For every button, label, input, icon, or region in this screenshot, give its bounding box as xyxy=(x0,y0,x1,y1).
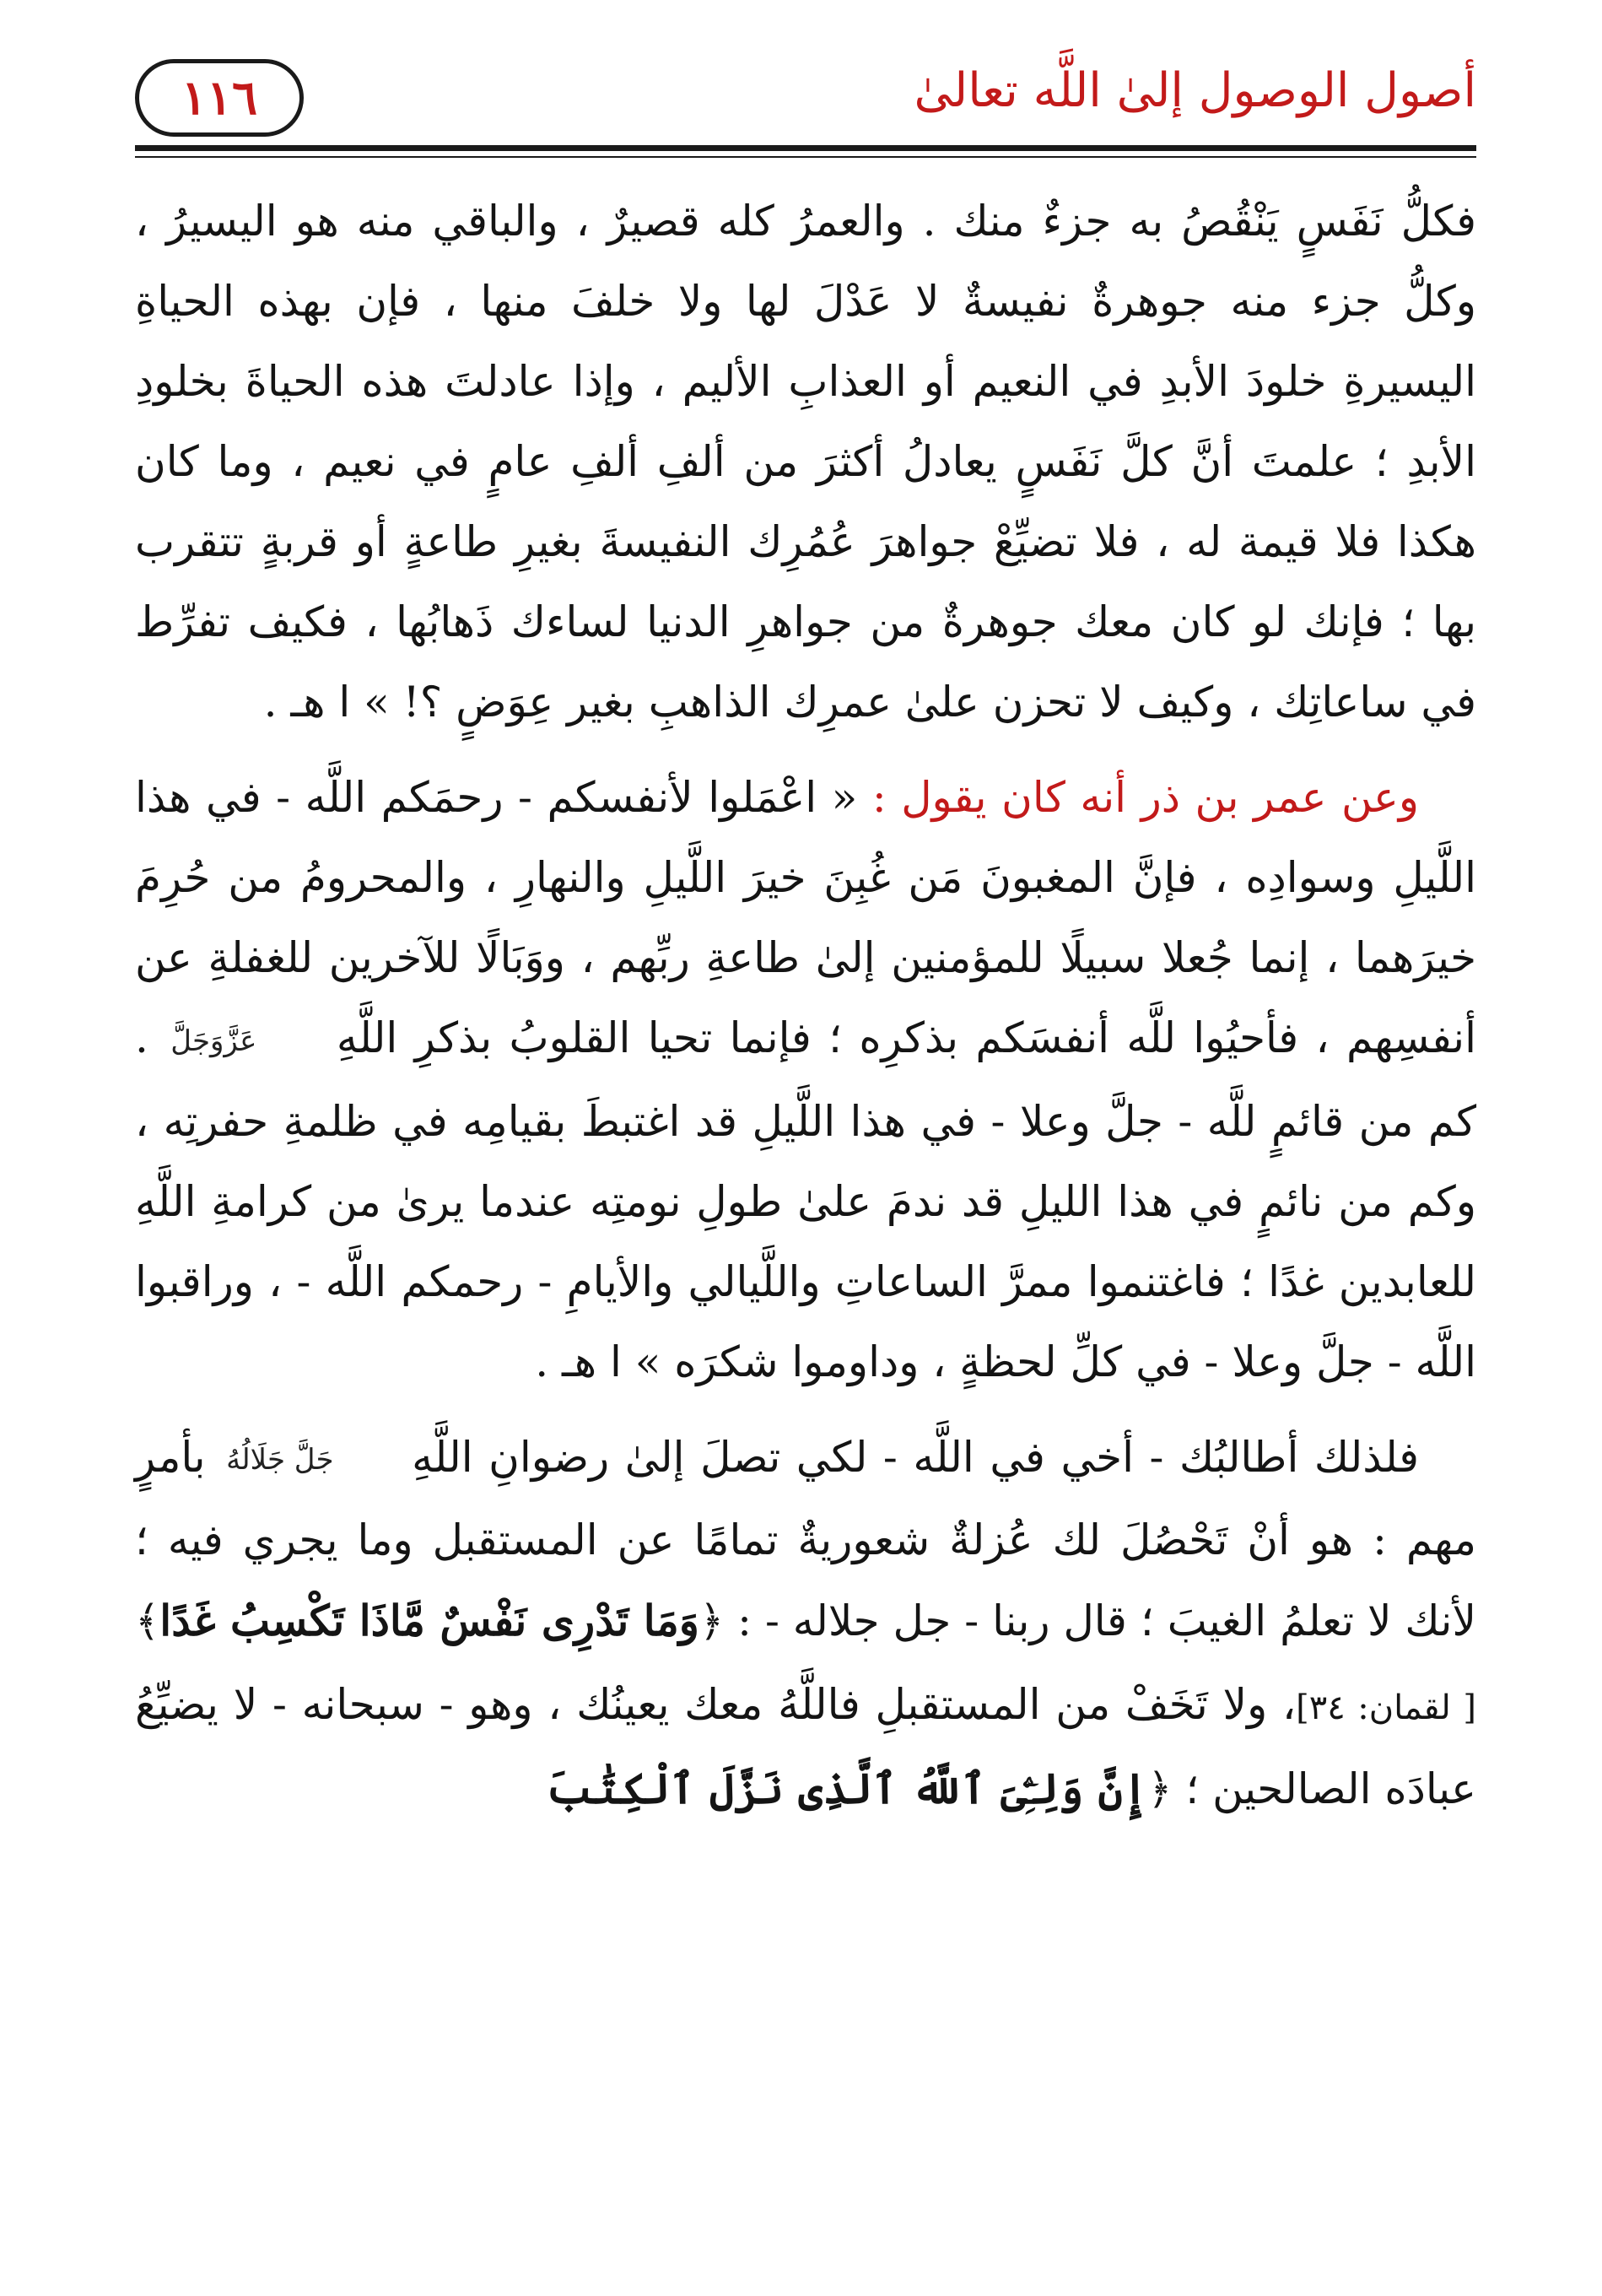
paragraph-2-quote-b: . كم من قائمٍ للَّه - جلَّ وعلا - في هذا اللَّيلِ قد اغتبطَ بقيامِه في ظلمةِ حفرتِه ، وكم من نائمٍ في هذا الليلِ قد ندمَ علىٰ طولِ نومتِه عندما يرىٰ من كرامةِ اللَّهِ للعابدين غدًا ؛ فاغتنموا ممرَّ الساعاتِ واللَّيالي والأيامِ - رحمكم اللَّه - ، وراقبوا اللَّه - جلَّ وعلا - في كلِّ لحظةٍ ، وداوموا شكرَه » ا هـ . xyxy=(135,1013,1476,1386)
paragraph-2 xyxy=(135,758,1476,1402)
quran-verse-1-text: وَمَا تَدْرِى نَفْسٌ مَّاذَا تَكْسِبُ غَدًا xyxy=(159,1596,699,1645)
quran-reference: [ لقمان: ٣٤] xyxy=(1296,1688,1476,1727)
paragraph-1 xyxy=(135,181,1476,743)
header-rule-thick xyxy=(135,145,1476,151)
paragraph-3-text-c: ، ولا تَخَفْ من المستقبلِ فاللَّهُ معك يعينُك ، وهو - سبحانه - لا يضيِّعُ عبادَه الصالحين ؛ xyxy=(135,1680,1476,1813)
page-number: ١١٦ xyxy=(181,70,258,126)
paragraph-2-lead: وعن عمر بن ذر أنه كان يقول : xyxy=(871,773,1419,822)
paragraph-1-text: فكلُّ نَفَسٍ يَنْقُصُ به جزءٌ منك . والعمرُ كله قصيرٌ ، والباقي منه هو اليسيرُ ، وكلُّ جزء منه جوهرةٌ نفيسةٌ لا عَدْلَ لها ولا خلفَ منها ، فإن بهذه الحياةِ اليسيرةِ خلودَ الأبدِ في النعيم أو العذابِ الأليم ، وإذا عادلتَ هذه الحياةَ بخلودِ الأبدِ ؛ علمتَ أنَّ كلَّ نَفَسٍ يعادلُ أكثرَ من ألفِ ألفِ عامٍ في نعيم ، وما كان هكذا فلا قيمة له ، فلا تضيِّعْ جواهرَ عُمُرِك النفيسةَ بغيرِ طاعةٍ أو قربةٍ تتقرب بها ؛ فإنك لو كان معك جوهرةٌ من جواهرِ الدنيا لساءك ذَهابُها ، فكيف تفرِّط في ساعاتِك ، وكيف لا تحزن علىٰ عمرِك الذاهبِ بغير عِوَضٍ ؟! » ا هـ . xyxy=(135,197,1476,727)
quran-verse-2-text: إِنَّ وَلِـِّۧىَ ٱللَّهُ ٱلَّذِى نَزَّلَ ٱلْكِتَٰبَ xyxy=(546,1764,1148,1813)
page-header xyxy=(135,51,1476,152)
paragraph-2-quote-a: « اعْمَلوا لأنفسكم - رحمَكم اللَّه - في هذا اللَّيلِ وسوادِه ، فإنَّ المغبونَ مَن غُبِنَ خيرَ اللَّيلِ والنهارِ ، والمحرومُ من حُرِمَ خيرَهما ، إنما جُعلا سبيلًا للمؤمنين إلىٰ طاعةِ ربِّهم ، ووَبَالًا للآخرين للغفلةِ عن أنفسِهم ، فأحيُوا للَّه أنفسَكم بذكرِه ؛ فإنما تحيا القلوبُ بذكرِ اللَّهِ xyxy=(135,773,1476,1062)
running-title: أصول الوصول إلىٰ اللَّه تعالىٰ xyxy=(914,63,1476,118)
paragraph-3-text-a: فلذلك أطالبُك - أخي في اللَّه - لكي تصلَ إلىٰ رضوانِ اللَّهِ xyxy=(412,1432,1419,1482)
quran-bracket-close: ﴾ xyxy=(135,1596,160,1645)
header-rule-thin xyxy=(135,156,1476,158)
body-text xyxy=(135,181,1476,1845)
page-number-badge xyxy=(135,59,304,137)
quran-verse-1 xyxy=(135,1596,724,1645)
paragraph-3 xyxy=(135,1418,1476,1830)
paragraph-3-text-b: بأمرٍ مهم : هو أنْ تَحْصُلَ لك عُزلةٌ شعوريةٌ تمامًا عن المستقبل وما يجري فيه ؛ لأنك لا تعلمُ الغيبَ ؛ قال ربنا - جل جلاله - : xyxy=(135,1432,1476,1645)
quran-bracket-open: ﴿ xyxy=(699,1596,725,1645)
quran-bracket-open: ﴿ xyxy=(1147,1764,1173,1813)
honorific-glyph: جَلَّ جَلَالُهُ xyxy=(226,1443,334,1477)
quran-verse-2 xyxy=(547,1764,1173,1813)
honorific-glyph: عَزَّوَجَلَّ xyxy=(170,1024,257,1058)
